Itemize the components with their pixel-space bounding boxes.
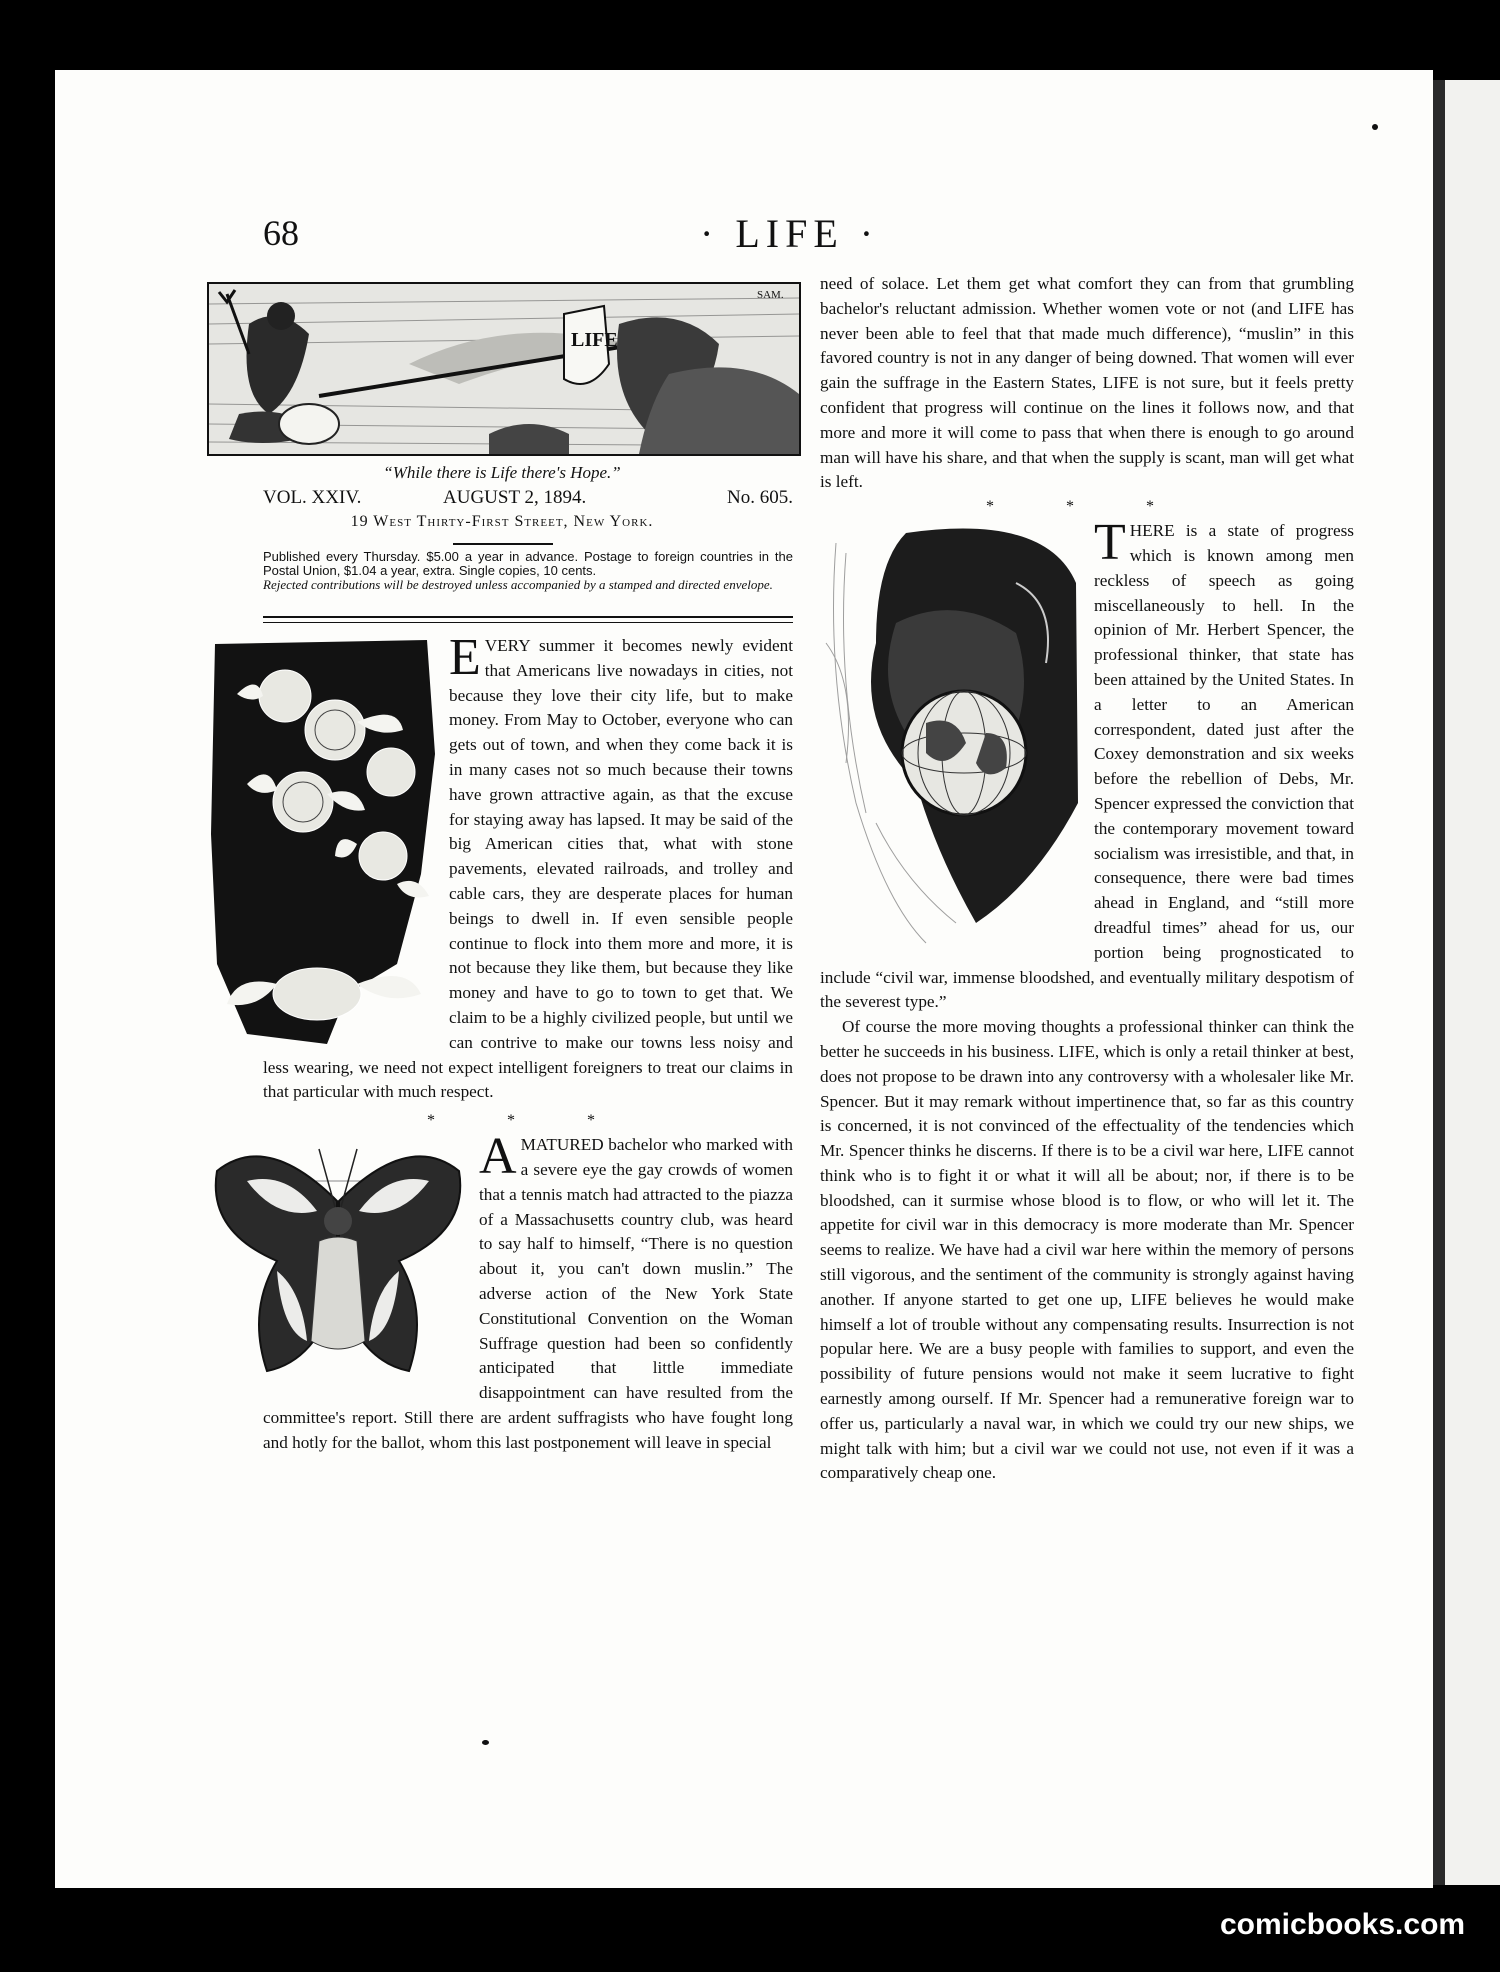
- contributions-notice: Rejected contributions will be destroyed unless accompanied by a stamped and directed envelope.: [263, 577, 773, 592]
- drop-cap: T: [1094, 514, 1126, 572]
- double-divider: [263, 616, 793, 623]
- devil-and-knight-illustration: [209, 284, 799, 454]
- article-text: HERE is a state of progress which is known among men reckless of speech as going miscellaneously to hell. In the opinion of Mr. Herbert Spencer, the professional thinker, that state has been attained by the United States. In a letter to an American correspondent, dated just after the Coxey demonstration and six weeks before the rebellion of Debs, Mr. Spencer expressed the conviction that the contemporary movement toward socialism was irresistible, and that, in consequence, there were bad times ahead in England, and “still more dreadful times” ahead for us, our portion being prognosticated to include “civil war, immense bloodshed, and eventually military despotism of the severest type.”: [820, 521, 1354, 1012]
- volume: VOL. XXIV.: [263, 487, 362, 508]
- print-speck: [1372, 124, 1378, 130]
- drop-cap: A: [479, 1128, 517, 1186]
- magazine-motto: “While there is Life there's Hope.”: [383, 463, 621, 482]
- subscription-info: Published every Thursday. $5.00 a year in advance. Postage to foreign countries in the Postal Union, $1.04 a year, extra. Single copies, 10 cents.: [263, 549, 793, 578]
- drop-cap: E: [449, 629, 481, 686]
- article-spencer-paragraph-2: Of course the more moving thoughts a professional thinker can think the better he succeeds in his business. LIFE, which is only a retail thinker at best, does not propose to be drawn into any controversy with a wholesaler like Mr. Spencer. But it may remark without impertinence that, so far as this country is concerned, it is not convinced of the effectuality of the tendencies which Mr. Spencer thinks he discerns. If there is to be a civil war here, LIFE cannot think who is to fight it or what it will all be about; nor, if there is to be bloodshed, can it surmise whose blood is to flow, or who will let it. The appetite for civil war in this democracy is more moderate than Mr. Spencer seems to realize. We have had a civil war here within the memory of persons still vigorous, and the sentiment of the community is strongly against having another. If anyone started to get one up, LIFE believes he would make himself a lot of trouble without any compensating results. Insurrection is not popular here. We are a busy people with families to support, and even the possibility of future pensions would not make it seem lucrative to fight earnestly among ourself. If Mr. Spencer had a remunerative foreign war to offer us, particularly a naval war, in which we could try our new ships, we might talk with him; but a civil war we could not use, not even if it was a comparatively cheap one.: [820, 1017, 1354, 1483]
- page-spine-shadow: [1433, 80, 1445, 1885]
- publication-info: [263, 550, 793, 592]
- issue-date: AUGUST 2, 1894.: [443, 487, 587, 508]
- page-number: 68: [263, 213, 299, 253]
- section-separator: * * *: [986, 498, 1188, 516]
- left-column: [263, 629, 793, 1456]
- adjacent-page-edge: [1445, 80, 1500, 1885]
- article-text: VERY summer it becomes newly evident that Americans live nowadays in cities, not because they love their city life, but to make money. From May to October, everyone who can gets out of town, and when they come back it is in many cases not so much because their towns have grown attractive again, as that the excuse for staying away has lapsed. It may be said of the big American cities that, what with stone pavements, elevated railroads, and trolley and cable cars, they are desperate places for human beings to dwell in. If even sensible people continue to flock into them more and more, it is not because they like them, but because they like money and have to go to town to get that. We claim to be a highly civilized people, but until we can contrive to make our towns less noisy and less wearing, we need not expect intelligent foreigners to treat our claims in that particular with much respect.: [263, 636, 793, 1102]
- section-separator: * * *: [427, 1112, 629, 1130]
- masthead-illustration: [207, 282, 801, 456]
- flying-coins-illustration: [207, 634, 437, 1048]
- article-text: MATURED bachelor who marked with a severe eye the gay crowds of women that a tennis match had attracted to the piazza of a Massachusetts country club, was heard to say half to himself, “There is no question about it, you can't down muslin.” The adverse action of the New York State Constitutional Convention on the Woman Suffrage question had been so confidently anticipated that little immediate disappointment can have resulted from the committee's report. Still there are ardent suffragists who have fought long and hotly for the ballot, whom this last postponement will leave in special: [263, 1135, 793, 1452]
- publisher-address: 19 West Thirty-First Street, New York.: [350, 513, 654, 530]
- suffrage-continuation: need of solace. Let them get what comfort they can from that grumbling bachelor's reluctant admission. Whether women vote or not (and LIFE has never been able to feel that that made much difference), “muslin” in this favored country is not in any danger of being downed. That women will ever gain the suffrage in the Eastern States, LIFE is not sure, but it feels pretty confident that progress will continue on the lines it follows now, and that more and more it will come to pass that when there is enough to go around man will have his share, and that when the supply is scant, man will get what is left.: [820, 274, 1354, 492]
- shield-text: LIFE: [571, 329, 618, 351]
- artist-signature: SAM.: [757, 289, 784, 301]
- right-column: [820, 272, 1354, 1486]
- globe-head-illustration: [816, 523, 1086, 953]
- issue-number: No. 605.: [727, 487, 793, 508]
- butterfly-woman-illustration: [207, 1141, 469, 1399]
- source-watermark: comicbooks.com: [1220, 1908, 1466, 1941]
- short-divider: [453, 543, 553, 545]
- print-speck: [482, 1740, 489, 1745]
- magazine-title: · LIFE ·: [700, 211, 880, 256]
